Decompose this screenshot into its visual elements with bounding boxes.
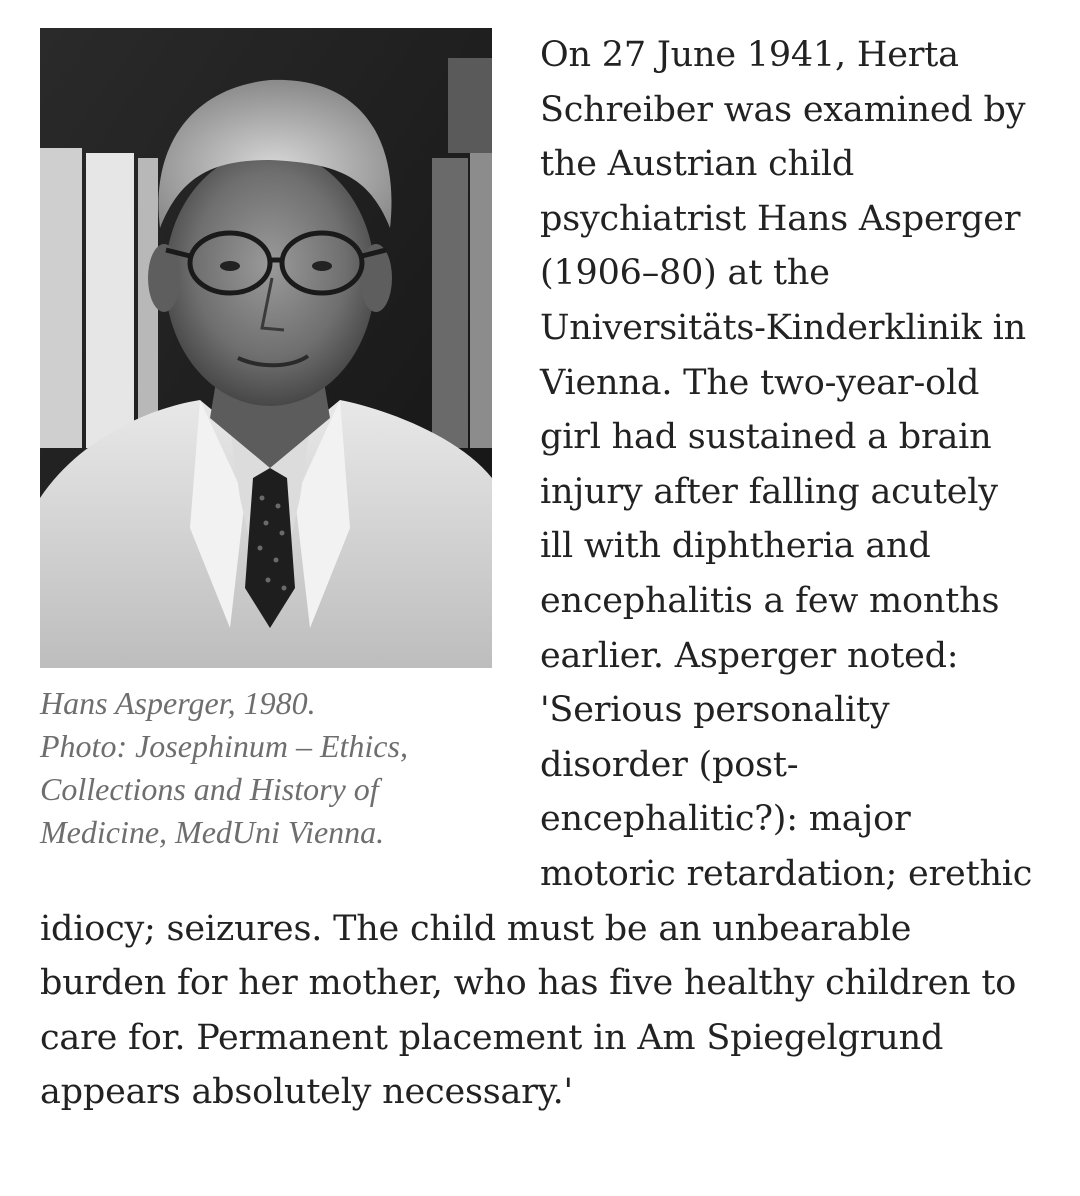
article-paragraph: On 27 June 1941, Herta Schreiber was examined by the Austrian child psychiatrist Hans Asperger (1906–80) at the Universitäts-Kinderklinik in Vienna. The two-year-old girl had sustained a brain injury after falling acutely ill with diphtheria and encephalitis a few months earlier. Asperger noted: 'Serious personality disorder (post-encephalitic?): major motoric retardation; erethic idiocy; seizures. The child must be an unbearable burden for her mother, who has five healthy children to care for. Permanent placement in Am Spiegelgrund appears absolutely necessary.'	[40, 35, 1033, 1113]
caption-line: Hans Asperger, 1980.	[40, 685, 316, 721]
caption-line: Photo: Josephinum – Ethics,	[40, 728, 408, 764]
photo-caption	[40, 682, 492, 854]
portrait-image	[40, 28, 492, 668]
caption-line: Collections and History of	[40, 771, 379, 807]
figure	[40, 28, 492, 854]
article	[40, 28, 1040, 1120]
caption-line: Medicine, MedUni Vienna.	[40, 814, 385, 850]
portrait-photo	[40, 28, 492, 668]
